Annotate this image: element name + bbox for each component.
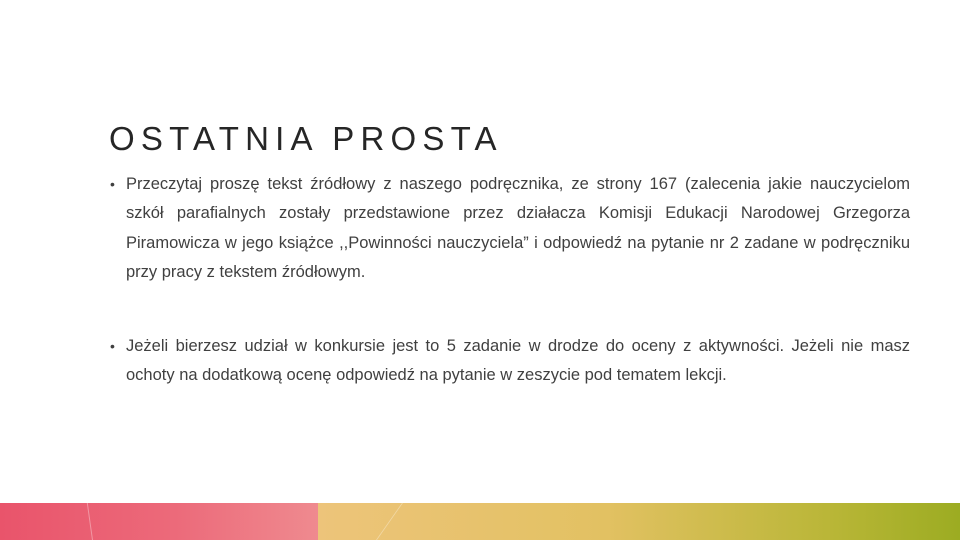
bullet-list	[110, 170, 910, 390]
bullet-item	[110, 170, 910, 288]
bullet-text: Jeżeli bierzesz udział w konkursie jest to 5 zadanie w drodze do oceny z aktywności. Jeżeli nie masz ochoty na dodatkową ocenę odpowiedź na pytanie w zeszycie pod tematem lekcji.	[126, 336, 910, 385]
footer-band-pink	[0, 503, 318, 540]
decorative-line	[376, 503, 403, 540]
bullet-dot-icon: •	[110, 337, 115, 354]
bullet-dot-icon: •	[110, 176, 115, 192]
footer-band-yellow-green	[318, 503, 960, 540]
bullet-item	[110, 332, 910, 391]
slide-title: OSTATNIA PROSTA	[109, 120, 503, 157]
footer-color-band	[0, 503, 960, 540]
bullet-text: Przeczytaj proszę tekst źródłowy z naszego podręcznika, ze strony 167 (zalecenia jakie nauczycielom szkół parafialnych zostały przedstawione przez działacza Komisji Edukacji Narodowej Grzegorza Piramowicza w jego książce ,,Powinności nauczyciela” i odpowiedź na pytanie nr 2 zadane w podręczniku przy pracy z tekstem źródłowym.	[126, 175, 910, 282]
decorative-line	[87, 503, 93, 540]
